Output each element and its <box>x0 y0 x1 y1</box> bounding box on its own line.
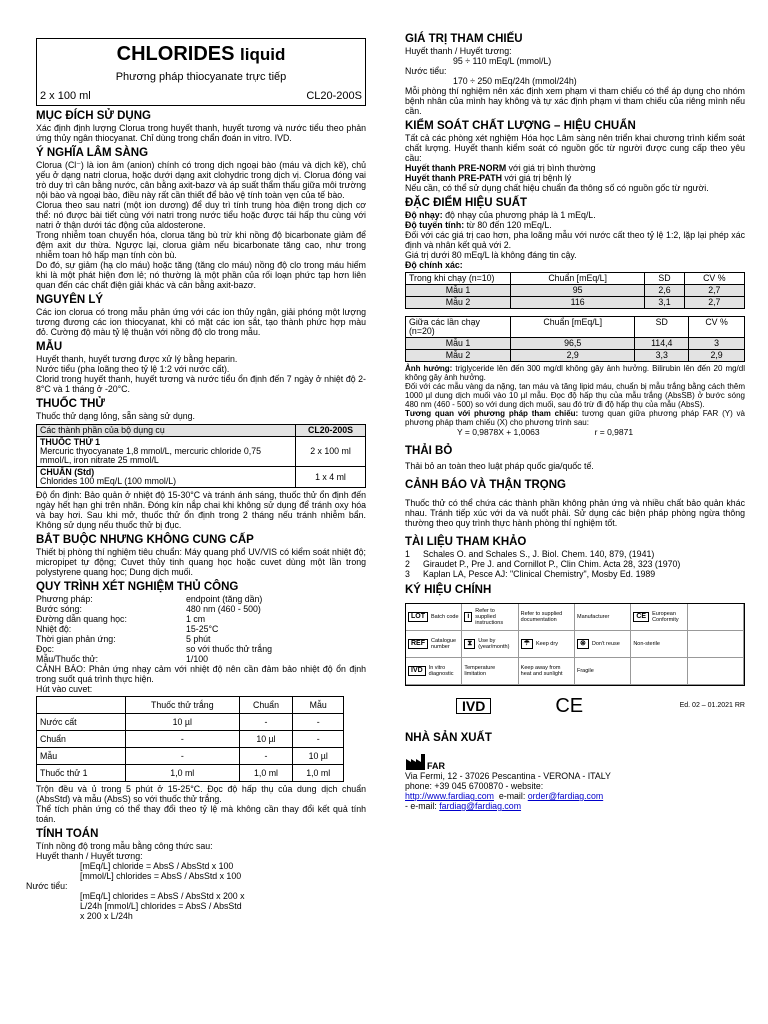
qc-item-name: Huyết thanh PRE-PATH <box>405 173 502 183</box>
regression-equation: Y = 0,9878X + 1,0063 <box>457 427 540 437</box>
table-row <box>406 338 745 350</box>
reagent-table-header: CL20-200S <box>296 425 366 437</box>
pt-header: Chuẩn <box>239 697 293 714</box>
interference-value: triglyceride lên đến 300 mg/dl không gây ảnh hưởng. Bilirubin lên đến 20 mg/dl không gây ảnh hưởng. <box>405 364 746 382</box>
heading-manual-procedure: QUY TRÌNH XÉT NGHIỆM THỦ CÔNG <box>36 581 239 593</box>
sample-text-3: Clorid trong huyết thanh, huyết tương và nước tiểu ổn định đến 7 ngày ở nhiệt độ 2-8°C và 1 tháng ở -20°C. <box>36 374 366 394</box>
param-value: 1 cm <box>186 614 206 624</box>
pt-cell: Nước cất <box>37 714 126 731</box>
ref-text: Giraudet P., Pre J. and Cornillot P., Clin Chim. Acta 28, 323 (1970) <box>423 559 681 569</box>
ref-value-urine: 170 ÷ 250 mEq/24h (mmol/24h) <box>453 76 577 86</box>
ref-number: 3 <box>405 569 410 579</box>
param-value: endpoint (tăng dần) <box>186 594 263 604</box>
pt-header <box>37 697 126 714</box>
heading-reference-values: GIÁ TRỊ THAM CHIẾU <box>405 33 523 45</box>
param-row <box>36 634 366 644</box>
calc-formula: [mEq/L] chlorides = AbsS / AbsStd x 200 x <box>80 891 245 901</box>
manufacturer-name: FAR <box>427 761 445 771</box>
precision-cell: 95 <box>511 285 645 297</box>
symbol-cell <box>462 604 518 631</box>
symbol-cell <box>406 658 462 685</box>
pt-cell: 10 µl <box>293 748 344 765</box>
pt-cell: Mẫu <box>37 748 126 765</box>
heading-performance: ĐẶC ĐIỂM HIỆU SUẤT <box>405 197 528 209</box>
interference-text <box>405 364 745 382</box>
reagent-volume: 2 x 100 ml <box>296 437 366 467</box>
pt-cell: 1,0 ml <box>293 765 344 782</box>
heading-quality-control: KIỂM SOÁT CHẤT LƯỢNG – HIỆU CHUẨN <box>405 120 636 132</box>
symbol-cell <box>462 658 518 685</box>
precision-header: Chuẩn [mEq/L] <box>511 273 645 285</box>
param-value: 480 nm (460 - 500) <box>186 604 261 614</box>
ref-text: Mỗi phòng thí nghiệm nên xác định xem phạm vi tham chiếu có thể áp dụng cho nhóm bệnh nhân của mình hay không và tự xác định phạm vi tham chiếu của riêng mình nếu cần. <box>405 86 745 116</box>
procedure-parameters <box>36 594 366 664</box>
edition: Ed. 02 – 01.2021 RR <box>679 702 745 709</box>
symbol-glyph: CE <box>633 612 649 622</box>
symbol-glyph: REF <box>408 639 428 649</box>
param-label: Mẫu/Thuốc thử: <box>36 654 99 664</box>
manufacturer-address: Via Fermi, 12 - 37026 Pescantina - VERONA - ITALY <box>405 771 611 781</box>
symbol-cell <box>575 658 631 685</box>
left-column <box>26 0 366 921</box>
correlation-value: tương quan giữa phương pháp FAR (Y) và phương pháp tham chiếu (X) cho phương trình sau: <box>405 409 745 427</box>
manufacturer-block <box>405 753 745 771</box>
pt-cell: 1,0 ml <box>239 765 293 782</box>
heading-manufacturer: NHÀ SẢN XUẤT <box>405 732 492 744</box>
param-label: Phương pháp: <box>36 594 93 604</box>
param-value: so với thuốc thử trắng <box>186 644 272 654</box>
heading-intended-use: MỤC ĐÍCH SỬ DỤNG <box>36 110 151 122</box>
reagent-name: THUỐC THỬ 1 <box>40 437 101 447</box>
clinical-text-2: Clorua theo sau natri (một ion dương) để duy trì tính trung hòa điện trong dịch cơ thể: nó được bài tiết cùng với natri trong nước tiểu hoặc được tái hấp thu cùng với natri ở thận dưới tác động của aldosterone. <box>36 200 366 230</box>
param-value: 1/100 <box>186 654 209 664</box>
order-email-link[interactable]: order@fardiag.com <box>527 791 604 801</box>
precision-cell: 2,9 <box>689 350 745 362</box>
pt-cell: - <box>239 714 293 731</box>
param-row <box>36 644 366 654</box>
symbol-label: Non-sterile <box>633 641 660 647</box>
ivd-ce-row <box>405 692 745 720</box>
symbol-label: Don't reuse <box>591 641 620 647</box>
table-row <box>406 350 745 362</box>
title-main: CHLORIDES <box>116 43 235 65</box>
pt-cell: - <box>125 731 239 748</box>
symbol-cell <box>519 604 575 631</box>
precision-cell: 96,5 <box>511 338 635 350</box>
reagent-volume: 1 x 4 ml <box>296 467 366 488</box>
subtitle: Phương pháp thiocyanate trực tiếp <box>115 71 287 83</box>
contact-line <box>405 801 745 811</box>
param-label: Đường dẫn quang học: <box>36 614 127 624</box>
param-row <box>36 654 366 664</box>
calculation-text: Tính nồng độ trong mẫu bằng công thức sau: <box>36 841 213 851</box>
symbol-label: Refer to supplied documentation <box>520 611 563 623</box>
email-label: e-mail: <box>498 791 526 801</box>
principle-text: Các ion clorua có trong mẫu phản ứng với các ion thủy ngân, giải phóng một lượng tương đương các ion thiocyanat, khi có mặt các ion sắt, tạo thành phức hợp màu đỏ. Cường độ màu tỷ lệ thuận với nồng độ clo trong mẫu. <box>36 307 366 337</box>
param-label: Bước sóng: <box>36 604 82 614</box>
pt-cell: - <box>293 731 344 748</box>
precision-cell: 3,1 <box>645 297 684 309</box>
ref-text: Kaplan LA, Pesce AJ: "Clinical Chemistry", Mosby Ed. 1989 <box>423 569 656 579</box>
qc-item <box>405 173 745 183</box>
calc-label-urine: Nước tiểu: <box>26 881 68 891</box>
heading-required-not-provided: BẮT BUỘC NHƯNG KHÔNG CUNG CẤP <box>36 534 254 546</box>
perf-text-2: Giá trị dưới 80 mEq/L là không đáng tin cậy. <box>405 250 577 260</box>
symbol-cell <box>519 631 575 658</box>
table-row <box>406 285 745 297</box>
calc-formula: L/24h [mmol/L] chlorides = AbsS / AbsStd <box>80 901 242 911</box>
calc-formula: x 200 x L/24h <box>80 911 133 921</box>
symbol-cell <box>631 658 687 685</box>
heading-reagents: THUỐC THỬ <box>36 398 105 410</box>
reagent-table <box>36 424 366 488</box>
pt-cell: 1,0 ml <box>125 765 239 782</box>
symbol-cell <box>462 631 518 658</box>
pt-cell: Thuốc thử 1 <box>37 765 126 782</box>
reagent-table-header: Các thành phần của bộ dụng cụ <box>37 425 296 437</box>
param-label: Đọc: <box>36 644 55 654</box>
precision-header: Giữa các lần chạy (n=20) <box>406 317 511 338</box>
correlation-text <box>405 409 745 427</box>
pt-cell: 10 µl <box>125 714 239 731</box>
symbol-glyph: ⊗ <box>577 639 589 649</box>
ref-label-urine: Nước tiểu: <box>405 66 447 76</box>
ref-text: Schales O. and Schales S., J. Biol. Chem. 140, 879, (1941) <box>423 549 655 559</box>
symbol-label: Temperature limitation <box>464 665 496 677</box>
list-item <box>405 549 745 559</box>
precision-cell: Mẫu 2 <box>406 350 511 362</box>
symbols-table <box>405 603 745 686</box>
disposal-text: Thải bỏ an toàn theo luật pháp quốc gia/quốc tế. <box>405 461 594 471</box>
pt-cell: - <box>239 748 293 765</box>
reagent-composition: Mercuric thyocyanate 1,8 mmol/L, mercuric chloride 0,75 mmol/L, iron nitrate 25 mmol/L <box>40 446 261 465</box>
right-column <box>405 0 745 811</box>
pt-cell: - <box>293 714 344 731</box>
qc-item <box>405 163 745 173</box>
reagent-cell <box>37 467 296 488</box>
precision-header: SD <box>635 317 689 338</box>
precision-table-within <box>405 272 745 309</box>
warnings-text: Thuốc thử có thể chứa các thành phần không phản ứng và nhiều chất bảo quản khác nhau. Tránh tiếp xúc với da và nuốt phải. Sử dụng các biện pháp phòng ngừa thông thường theo quy trình thực hành phòng thí nghiệm tốt. <box>405 498 745 528</box>
symbol-cell <box>575 631 631 658</box>
precision-cell: 2,7 <box>684 285 744 297</box>
symbol-cell <box>688 658 744 685</box>
symbol-cell <box>631 631 687 658</box>
heading-warnings: CẢNH BÁO VÀ THẬN TRỌNG <box>405 479 566 491</box>
symbol-label: Keep dry <box>535 641 558 647</box>
cuvette-label: Hút vào cuvet: <box>36 684 93 694</box>
precision-header: CV % <box>689 317 745 338</box>
procedure-warning: CẢNH BÁO: Phản ứng nhạy cảm với nhiệt độ nên cần đảm bảo nhiệt độ ổn định trong suốt quá trình thực hiện. <box>36 664 366 684</box>
symbol-label: European Conformity <box>652 611 679 623</box>
table-row <box>37 714 344 731</box>
reagent-composition: Chlorides 100 mEq/L (100 mmol/L) <box>40 476 177 486</box>
pt-header: Mẫu <box>293 697 344 714</box>
precision-table-between <box>405 316 745 362</box>
pt-header: Thuốc thử trắng <box>125 697 239 714</box>
ce-mark: CE <box>555 695 584 717</box>
stability-text: Độ ổn định: Bảo quản ở nhiệt độ 15-30°C và tránh ánh sáng, thuốc thử ổn định đến ngày hết hạn ghi trên nhãn. Đóng kín nắp chai khi không sử dụng để tránh oxy hóa và bay hơi. Sau khi mở, thuốc thử ổn định trong 2 tháng nếu tránh nhiễm bẩn. Không sử dụng nếu thuốc thử bị đục. <box>36 490 366 530</box>
clinical-text-3: Trong nhiễm toan chuyển hóa, clorua tăng bù trừ khi nồng độ bicarbonate giảm để đệm axit dư thừa. Ngược lại, clorua giảm nếu bicarbonate tăng cao, như trong nhiễm toan hô hấp mạn tính còn bù. <box>36 230 366 260</box>
param-row <box>36 614 366 624</box>
symbol-cell <box>688 604 744 631</box>
param-label: Nhiệt độ: <box>36 624 72 634</box>
interference-label: Ảnh hưởng: <box>405 364 453 373</box>
info-email-link[interactable]: fardiag@fardiag.com <box>439 801 522 811</box>
product-code: CL20-200S <box>306 90 362 102</box>
factory-icon <box>405 753 427 771</box>
list-item <box>405 569 745 579</box>
sample-text-2: Nước tiểu (pha loãng theo tỷ lệ 1:2 với nước cất). <box>36 364 230 374</box>
param-row <box>36 624 366 634</box>
product-title <box>40 42 362 67</box>
website-link[interactable]: http://www.fardiag.com <box>405 791 494 801</box>
precision-cell: Mẫu 1 <box>406 338 511 350</box>
ref-number: 1 <box>405 549 410 559</box>
symbol-cell <box>688 631 744 658</box>
manufacturer-phone: phone: +39 045 6700870 - website: <box>405 781 544 791</box>
precision-cell: 2,7 <box>684 297 744 309</box>
symbol-cell <box>575 604 631 631</box>
heading-sample: MẪU <box>36 341 63 353</box>
correlation-label: Tương quan với phương pháp tham chiếu: <box>405 409 579 418</box>
title-suffix: liquid <box>240 45 286 64</box>
pack-line <box>40 90 362 103</box>
correlation-r: r = 0,9871 <box>594 427 634 437</box>
param-value: 5 phút <box>186 634 211 644</box>
reference-list <box>405 549 745 579</box>
symbol-glyph: i <box>464 612 472 622</box>
perf-label: Độ tuyến tính: <box>405 220 465 230</box>
heading-calculation: TÍNH TOÁN <box>36 828 99 840</box>
pack-size: 2 x 100 ml <box>40 90 91 102</box>
symbol-glyph: ☂ <box>521 639 533 649</box>
param-row <box>36 604 366 614</box>
symbol-label: In vitro diagnostic <box>428 665 454 677</box>
pt-cell: - <box>125 748 239 765</box>
precision-header: Chuẩn [mEq/L] <box>511 317 635 338</box>
symbol-cell <box>631 604 687 631</box>
symbol-glyph: ⧗ <box>464 639 475 649</box>
symbol-label: Catalogue number <box>431 638 457 650</box>
heading-principle: NGUYÊN LÝ <box>36 294 104 306</box>
pt-cell: Chuẩn <box>37 731 126 748</box>
ref-label-serum: Huyết thanh / Huyết tương: <box>405 46 512 56</box>
precision-cell: Mẫu 1 <box>406 285 511 297</box>
qc-item-desc: với giá trị bệnh lý <box>501 173 572 183</box>
clinical-text-1: Clorua (Cl⁻) là ion âm (anion) chính có trong dịch ngoại bào (máu và dịch kẽ), chủ yếu ở dạng natri clorua, hoặc dưới dạng axit clohydric trong dịch vị. Clorua đóng vai trò duy trì cân bằng nước, cân bằng axit-bazơ và áp suất thẩm thấu giữa môi trường nội bào và ngoại bào, điều này rất cần thiết để bảo vệ tính toàn vẹn của tế bào. <box>36 160 366 200</box>
calc-label-serum: Huyết thanh / Huyết tương: <box>36 851 143 861</box>
sample-text-1: Huyết thanh, huyết tương được xử lý bằng heparin. <box>36 354 238 364</box>
reagents-text: Thuốc thử dạng lỏng, sẵn sàng sử dụng. <box>36 411 195 421</box>
correlation-equation <box>405 427 745 437</box>
clinical-text-4: Do đó, sự giảm (hạ clo máu) hoặc tăng (tăng clo máu) nồng độ clo trong máu hiếm khi là một phát hiện đơn lẻ; nó thường là một phần của rối loạn phức tạp hơn liên quan đến các chất điện giải khác và cân bằng axit-bazơ. <box>36 260 366 290</box>
intended-use-text: Xác định định lượng Clorua trong huyết thanh, huyết tương và nước tiểu theo phản ứng thủy ngân thiocyanat. Chỉ dùng trong chẩn đoán in vitro. IVD. <box>36 123 366 143</box>
perf-value: độ nhạy của phương pháp là 1 mEq/L. <box>442 210 596 220</box>
symbol-label: Batch code <box>431 614 459 620</box>
pt-cell: 10 µl <box>239 731 293 748</box>
symbol-label: Manufacturer <box>576 614 610 620</box>
perf-value: từ 80 đến 120 mEq/L. <box>464 220 552 230</box>
precision-cell: 116 <box>511 297 645 309</box>
table-row <box>406 297 745 309</box>
title-box <box>36 38 366 106</box>
reagent-name: CHUẨN (Std) <box>40 467 95 477</box>
precision-header: Trong khi chạy (n=10) <box>406 273 511 285</box>
email-label: - e-mail: <box>405 801 437 811</box>
param-row <box>36 594 366 604</box>
symbol-glyph: IVD <box>408 666 426 676</box>
precision-label: Độ chính xác: <box>405 260 463 270</box>
qc-item-name: Huyết thanh PRE-NORM <box>405 163 507 173</box>
reagent-cell <box>37 437 296 467</box>
qc-text: Tất cả các phòng xét nghiệm Hóa học Lâm sàng nên triển khai chương trình kiểm soát chất lượng. Huyết thanh kiểm soát có nguồn gốc từ người được cung cấp theo yêu cầu: <box>405 133 745 163</box>
ref-value-serum: 95 ÷ 110 mEq/L (mmol/L) <box>453 56 552 66</box>
precision-header: SD <box>645 273 684 285</box>
symbol-label: Fragile <box>576 668 594 674</box>
symbol-label: Use by (year/month) <box>478 638 510 650</box>
precision-cell: Mẫu 2 <box>406 297 511 309</box>
symbol-cell <box>519 658 575 685</box>
contact-line <box>405 791 745 801</box>
calc-formula: [mEq/L] chloride = AbsS / AbsStd x 100 <box>80 861 234 871</box>
ivd-mark: IVD <box>456 698 491 714</box>
heading-clinical-significance: Ý NGHĨA LÂM SÀNG <box>36 147 149 159</box>
precision-cell: 2,9 <box>511 350 635 362</box>
symbol-label: Refer to supplied instructions <box>475 608 504 626</box>
perf-text: Đối với các giá trị cao hơn, pha loãng mẫu với nước cất theo tỷ lệ 1:2, lặp lại phép xác định và nhân kết quả với 2. <box>405 230 745 250</box>
ref-number: 2 <box>405 559 410 569</box>
procedure-text-3: Thể tích phản ứng có thể thay đổi theo tỷ lệ mà không cần thay đổi kết quả tính toán. <box>36 804 366 824</box>
precision-cell: 114,4 <box>635 338 689 350</box>
precision-cell: 2,6 <box>645 285 684 297</box>
list-item <box>405 559 745 569</box>
symbol-cell <box>406 604 462 631</box>
perf-item <box>405 220 745 230</box>
symbol-label: Keep away from heat and sunlight <box>520 665 563 677</box>
heading-disposal: THẢI BỎ <box>405 445 453 457</box>
perf-label: Độ nhạy: <box>405 210 443 220</box>
perf-item <box>405 210 745 220</box>
procedure-text-2: Trộn đều và ủ trong 5 phút ở 15-25°C. Đọc độ hấp thụ của dung dịch chuẩn (AbsStd) và mẫu (AbsS) so với thuốc thử trắng. <box>36 784 366 804</box>
precision-cell: 3,3 <box>635 350 689 362</box>
required-text: Thiết bị phòng thí nghiệm tiêu chuẩn: Máy quang phổ UV/VIS có kiểm soát nhiệt độ; micropipet tự động; Cuvet thủy tinh quang học hoặc cuvet dùng một lần trong polystyrene quang học; Dung dịch muối. <box>36 547 366 577</box>
qc-item-desc: với giá trị bình thường <box>506 163 596 173</box>
pipetting-table <box>36 696 344 782</box>
qc-text-2: Nếu cần, có thể sử dụng chất hiệu chuẩn đa thông số có nguồn gốc từ người. <box>405 183 709 193</box>
precision-header: CV % <box>684 273 744 285</box>
table-row <box>37 731 344 748</box>
symbol-glyph: LOT <box>408 612 428 622</box>
symbol-cell <box>406 631 462 658</box>
precision-cell: 3 <box>689 338 745 350</box>
param-label: Thời gian phản ứng: <box>36 634 116 644</box>
table-row <box>37 748 344 765</box>
table-row <box>37 765 344 782</box>
param-value: 15-25°C <box>186 624 219 634</box>
heading-references: TÀI LIỆU THAM KHẢO <box>405 536 527 548</box>
interference-text-2: Đối với các mẫu vàng da nặng, tan máu và tăng lipid máu, chuẩn bị mẫu trắng bằng cách thêm 1000 µl dung dịch muối vào 10 µl mẫu. Đọc độ hấp thụ của mẫu trắng (AbsSB) ở bước sóng 480 nm (460 - 500) so với dung dịch muối, sau đó trừ đi độ hấp thụ của mẫu (AbsS). <box>405 382 745 409</box>
calc-formula: [mmol/L] chlorides = AbsS / AbsStd x 100 <box>80 871 242 881</box>
heading-symbols: KÝ HIỆU CHÍNH <box>405 584 492 596</box>
